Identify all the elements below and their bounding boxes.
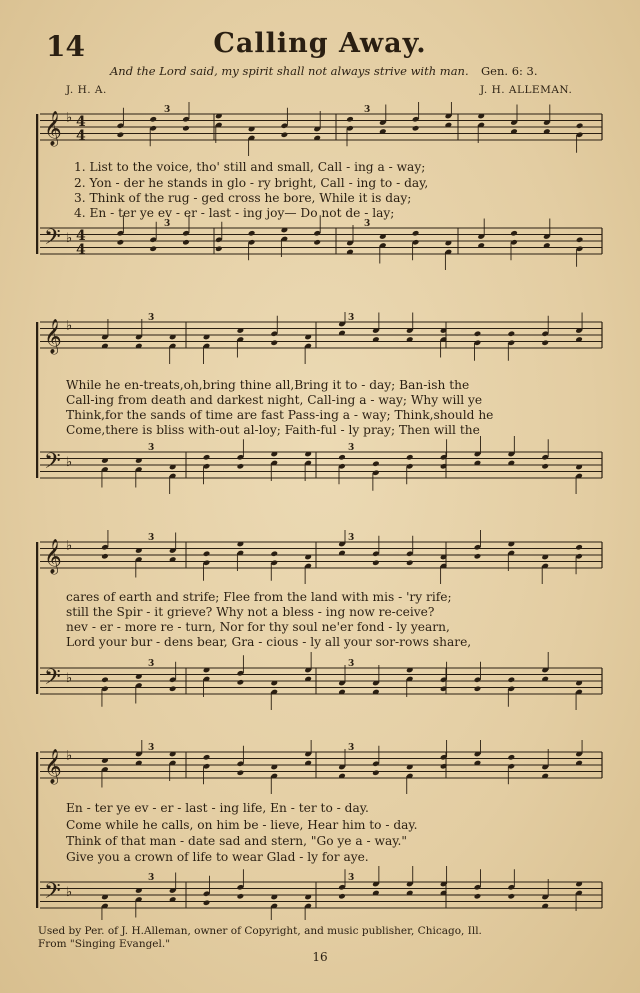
time-signature: 4: [76, 228, 86, 244]
flat-sign-icon: ♭: [66, 110, 73, 126]
note-head: [203, 454, 211, 461]
lyric-line: cares of earth and strife; Flee from the land with mis - 'ry rife;: [66, 590, 452, 604]
note-head: [406, 454, 414, 461]
triplet-mark: 3: [348, 743, 355, 753]
note-head: [474, 893, 482, 900]
note-head: [281, 131, 289, 138]
treble-clef-icon: 𝄞: [44, 319, 62, 354]
note-head: [203, 754, 211, 761]
note-head: [237, 769, 245, 776]
note-head: [182, 125, 190, 132]
scripture-reference: Gen. 6: 3.: [481, 64, 538, 78]
note-head: [474, 685, 482, 692]
bass-clef-icon: 𝄢: [44, 879, 61, 909]
flat-sign-icon: ♭: [66, 670, 73, 686]
note-head: [338, 454, 346, 461]
note-head: [474, 553, 482, 560]
triplet-mark: 3: [148, 743, 155, 753]
note-head: [149, 116, 157, 123]
triplet-mark: 3: [364, 219, 371, 229]
page-number: 16: [312, 950, 328, 964]
lyric-line: Come,there is bliss with-out al-loy; Faith-ful - ly pray; Then will the: [66, 423, 480, 437]
lyric-line: still the Spir - it grieve? Why not a bless - ing now re-ceive?: [66, 605, 435, 619]
note-head: [412, 230, 420, 237]
composer-credit: J. H. ALLEMAN.: [480, 84, 573, 96]
note-head: [346, 116, 354, 123]
note-head: [372, 559, 380, 566]
lyricist-credit: J. H. A.: [66, 84, 107, 96]
note-head: [412, 125, 420, 132]
note-head: [182, 239, 190, 246]
note-head: [117, 239, 125, 246]
note-head: [541, 339, 549, 346]
note-head: [169, 685, 177, 692]
triplet-mark: 3: [148, 443, 155, 453]
triplet-mark: 3: [364, 105, 371, 115]
flat-sign-icon: ♭: [66, 748, 73, 764]
copyright-credit: Used by Per. of J. H.Alleman, owner of Copyright, and music publisher, Chicago, Ill.: [38, 925, 482, 937]
note-head: [248, 230, 256, 237]
note-head: [101, 676, 109, 683]
note-head: [576, 122, 584, 129]
flat-sign-icon: ♭: [66, 538, 73, 554]
note-head: [372, 460, 380, 467]
triplet-mark: 3: [148, 659, 155, 669]
note-head: [508, 676, 516, 683]
note-head: [117, 131, 125, 138]
hymn-title: Calling Away.: [213, 28, 427, 59]
note-head: [149, 245, 157, 252]
note-head: [203, 550, 211, 557]
treble-clef-icon: 𝄞: [44, 539, 62, 574]
note-head: [270, 339, 278, 346]
flat-sign-icon: ♭: [66, 454, 73, 470]
time-signature: 4: [76, 128, 86, 144]
note-head: [237, 893, 245, 900]
triplet-mark: 3: [348, 659, 355, 669]
note-head: [474, 330, 482, 337]
note-head: [508, 754, 516, 761]
note-head: [508, 330, 516, 337]
triplet-mark: 3: [348, 443, 355, 453]
triplet-mark: 3: [148, 313, 155, 323]
lyric-line: 3. Think of the rug - ged cross he bore, While it is day;: [74, 191, 412, 205]
note-head: [508, 893, 516, 900]
note-head: [237, 463, 245, 470]
time-signature: 4: [76, 242, 86, 258]
time-signature: 4: [76, 114, 86, 130]
bass-clef-icon: 𝄢: [44, 225, 61, 255]
music-system-1: [36, 102, 606, 282]
lyric-line: 1. List to the voice, tho' still and small, Call - ing a - way;: [74, 160, 426, 174]
lyric-line: Lord your bur - dens bear, Gra - cious - ly all your sor-rows share,: [66, 635, 472, 649]
lyric-line: 4. En - ter ye ev - er - last - ing joy— Do not de - lay;: [74, 206, 395, 220]
note-head: [372, 769, 380, 776]
note-head: [313, 239, 321, 246]
triplet-mark: 3: [164, 219, 171, 229]
triplet-mark: 3: [348, 313, 355, 323]
lyric-line: 2. Yon - der he stands in glo - ry bright, Call - ing to - day,: [74, 176, 429, 190]
triplet-mark: 3: [348, 873, 355, 883]
note-head: [270, 550, 278, 557]
scripture-quote: And the Lord said, my spirit shall not always strive with man.: [110, 64, 469, 78]
lyric-line: Think,for the sands of time are fast Pass-ing a - way; Think,should he: [66, 408, 494, 422]
triplet-mark: 3: [148, 533, 155, 543]
lyric-line: En - ter ye ev - er - last - ing life, En - ter to - day.: [66, 801, 369, 815]
music-system-2: [36, 312, 606, 497]
flat-sign-icon: ♭: [66, 318, 73, 334]
lyric-line: Think of that man - date sad and stern, "Go ye a - way.": [66, 834, 407, 848]
treble-clef-icon: 𝄞: [44, 111, 62, 146]
triplet-mark: 3: [164, 105, 171, 115]
note-head: [203, 899, 211, 906]
lyric-line: While he en-treats,oh,bring thine all,Bring it to - day; Ban-ish the: [66, 378, 470, 392]
flat-sign-icon: ♭: [66, 884, 73, 900]
lyric-line: Call-ing from death and darkest night, Call-ing a - way; Why will ye: [66, 393, 483, 407]
note-head: [101, 553, 109, 560]
note-head: [541, 463, 549, 470]
triplet-mark: 3: [148, 873, 155, 883]
note-head: [237, 679, 245, 686]
copyright-footer: [38, 925, 482, 951]
note-head: [406, 559, 414, 566]
note-head: [338, 893, 346, 900]
music-system-4: [36, 740, 606, 920]
note-head: [576, 236, 584, 243]
flat-sign-icon: ♭: [66, 230, 73, 246]
bass-clef-icon: 𝄢: [44, 449, 61, 479]
lyric-line: Come while he calls, on him be - lieve, Hear him to - day.: [66, 818, 418, 832]
bass-clef-icon: 𝄢: [44, 665, 61, 695]
hymn-number: 14: [46, 30, 85, 63]
note-head: [575, 544, 583, 551]
triplet-mark: 3: [348, 533, 355, 543]
lyric-line: nev - er - more re - turn, Nor for thy soul ne'er fond - ly yearn,: [66, 620, 450, 634]
note-head: [215, 245, 223, 252]
source-credit: From "Singing Evangel.": [38, 938, 171, 950]
music-system-3: [36, 530, 606, 715]
note-head: [510, 230, 518, 237]
treble-clef-icon: 𝄞: [44, 749, 62, 784]
lyric-line: Give you a crown of life to wear Glad - ly for aye.: [66, 850, 369, 864]
